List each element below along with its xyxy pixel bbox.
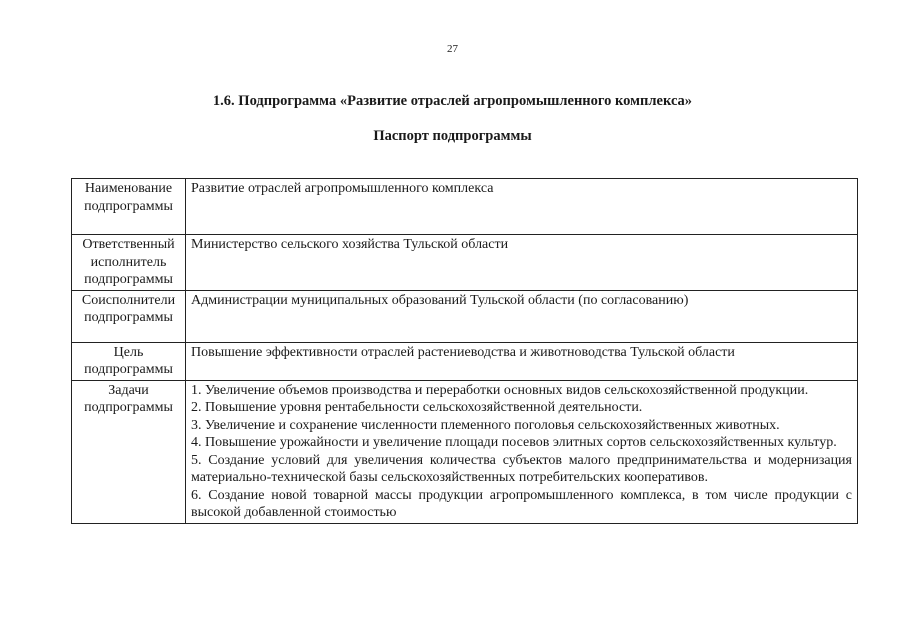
row-value-goal: Повышение эффективности отраслей растениеводства и животноводства Тульской области [186,342,858,380]
row-value-coexecutors: Администрации муниципальных образований Тульской области (по согласованию) [186,290,858,342]
table-row-name [72,179,858,235]
task-item-1: 1. Увеличение объемов производства и переработки основных видов сельскохозяйственной продукции. [191,382,809,398]
row-label-goal: Цель подпрограммы [72,342,186,380]
task-item-4: 4. Повышение урожайности и увеличение площади посевов элитных сортов сельскохозяйственных культур. [191,435,837,450]
row-label-executor: Ответственный исполнитель подпрограммы [72,235,186,291]
task-item-2: 2. Повышение уровня рентабельности сельскохозяйственной деятельности. [191,400,643,415]
row-label-name: Наименование подпрограммы [72,179,186,235]
row-value-name: Развитие отраслей агропромышленного комплекса [186,179,858,235]
table-row-coexecutors [72,290,858,342]
row-label-tasks: Задачи подпрограммы [72,380,186,523]
section-title: 1.6. Подпрограмма «Развитие отраслей агропромышленного комплекса» [212,93,693,109]
page-number: 27 [447,43,458,55]
row-value-executor: Министерство сельского хозяйства Тульской области [186,235,858,291]
task-item-5: 5. Создание условий для увеличения количества субъектов малого предпринимательства и модернизация материально-технической базы сельскохозяйственных потребительских кооперативов. [191,452,852,485]
table-row-tasks [72,380,858,523]
task-item-6: 6. Создание новой товарной массы продукции агропромышленного комплекса, в том числе продукции с высокой добавленной стоимостью [191,487,852,520]
passport-table [71,178,858,524]
task-item-3: 3. Увеличение и сохранение численности племенного поголовья сельскохозяйственных животных. [191,417,780,433]
row-label-coexecutors: Соисполнители подпрограммы [72,290,186,342]
passport-title: Паспорт подпрограммы [373,128,532,144]
table-row-goal [72,342,858,380]
row-value-tasks [186,380,858,523]
table-row-executor [72,235,858,291]
